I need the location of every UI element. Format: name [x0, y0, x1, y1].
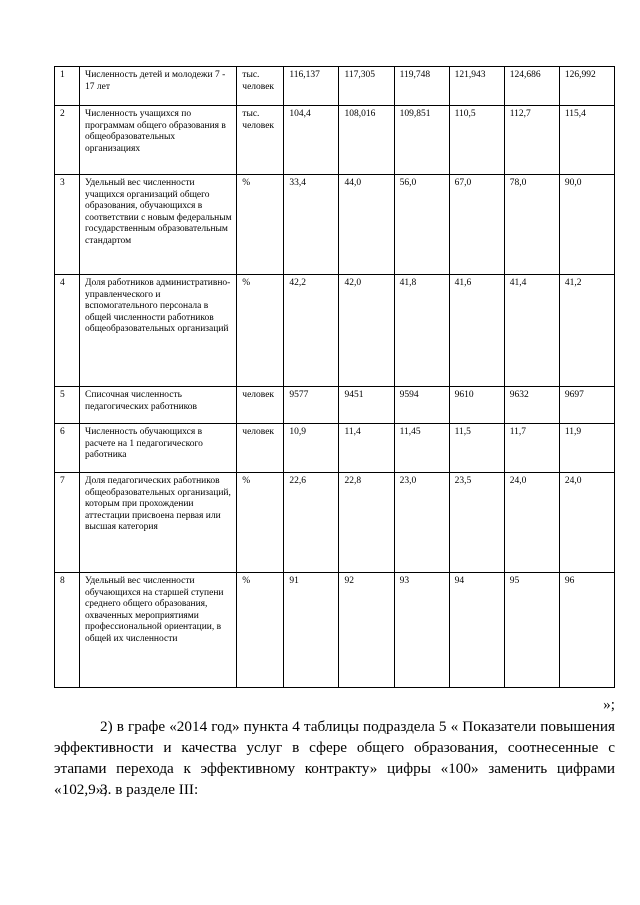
unit-cell: тыс. человек [237, 67, 284, 106]
value-cell: 42,0 [339, 275, 394, 387]
table-row [55, 424, 615, 473]
unit-cell: человек [237, 424, 284, 473]
row-number-cell: 8 [55, 573, 80, 688]
table-row [55, 473, 615, 573]
value-cell: 56,0 [394, 175, 449, 275]
table-row [55, 175, 615, 275]
value-cell: 126,992 [559, 67, 614, 106]
indicators-table [54, 66, 615, 688]
indicator-name-cell: Численность детей и молодежи 7 - 17 лет [80, 67, 237, 106]
section-3-heading: 3. в разделе III: [100, 781, 199, 798]
value-cell: 95 [504, 573, 559, 688]
value-cell: 67,0 [449, 175, 504, 275]
unit-cell: % [237, 175, 284, 275]
value-cell: 104,4 [284, 106, 339, 175]
indicator-name-cell: Численность обучающихся в расчете на 1 педагогического работника [80, 424, 237, 473]
value-cell: 44,0 [339, 175, 394, 275]
value-cell: 41,6 [449, 275, 504, 387]
unit-cell: человек [237, 387, 284, 424]
value-cell: 23,0 [394, 473, 449, 573]
value-cell: 90,0 [559, 175, 614, 275]
indicator-name-cell: Удельный вес численности учащихся организаций общего образования, обучающихся в соответствии с новым федеральным государственным образовательным стандартом [80, 175, 237, 275]
value-cell: 110,5 [449, 106, 504, 175]
indicator-name-cell: Доля педагогических работников общеобразовательных организаций, которым при прохождении аттестации присвоена первая или высшая категория [80, 473, 237, 573]
table-row [55, 573, 615, 688]
table-row [55, 275, 615, 387]
table-row [55, 106, 615, 175]
value-cell: 11,5 [449, 424, 504, 473]
value-cell: 11,9 [559, 424, 614, 473]
paragraph-2: 2) в графе «2014 год» пункта 4 таблицы подраздела 5 « Показатели повышения эффективности и качества услуг в сфере общего образования, соотнесенные с этапами перехода к эффективному контракту» цифры «100» заменить цифрами «102,9»; [54, 718, 615, 798]
value-cell: 22,6 [284, 473, 339, 573]
row-number-cell: 4 [55, 275, 80, 387]
value-cell: 41,8 [394, 275, 449, 387]
value-cell: 9610 [449, 387, 504, 424]
value-cell: 96 [559, 573, 614, 688]
value-cell: 11,7 [504, 424, 559, 473]
value-cell: 41,4 [504, 275, 559, 387]
row-number-cell: 2 [55, 106, 80, 175]
value-cell: 109,851 [394, 106, 449, 175]
table-row [55, 67, 615, 106]
row-number-cell: 1 [55, 67, 80, 106]
value-cell: 42,2 [284, 275, 339, 387]
value-cell: 94 [449, 573, 504, 688]
value-cell: 92 [339, 573, 394, 688]
indicator-name-cell: Численность учащихся по программам общего образования в общеобразовательных организациях [80, 106, 237, 175]
value-cell: 11,4 [339, 424, 394, 473]
row-number-cell: 3 [55, 175, 80, 275]
row-number-cell: 5 [55, 387, 80, 424]
value-cell: 9594 [394, 387, 449, 424]
value-cell: 22,8 [339, 473, 394, 573]
value-cell: 108,016 [339, 106, 394, 175]
row-number-cell: 6 [55, 424, 80, 473]
value-cell: 41,2 [559, 275, 614, 387]
value-cell: 9632 [504, 387, 559, 424]
value-cell: 10,9 [284, 424, 339, 473]
value-cell: 91 [284, 573, 339, 688]
value-cell: 93 [394, 573, 449, 688]
value-cell: 116,137 [284, 67, 339, 106]
value-cell: 33,4 [284, 175, 339, 275]
table-end-mark: »; [603, 696, 615, 713]
value-cell: 9697 [559, 387, 614, 424]
unit-cell: % [237, 573, 284, 688]
unit-cell: тыс. человек [237, 106, 284, 175]
unit-cell: % [237, 275, 284, 387]
value-cell: 112,7 [504, 106, 559, 175]
table-body [55, 67, 615, 688]
value-cell: 11,45 [394, 424, 449, 473]
value-cell: 78,0 [504, 175, 559, 275]
value-cell: 121,943 [449, 67, 504, 106]
indicator-name-cell: Удельный вес численности обучающихся на старшей ступени среднего общего образования, охваченных мероприятиями профессиональной ориентации, в общей их численности [80, 573, 237, 688]
unit-cell: % [237, 473, 284, 573]
value-cell: 119,748 [394, 67, 449, 106]
table-row [55, 387, 615, 424]
value-cell: 9451 [339, 387, 394, 424]
value-cell: 9577 [284, 387, 339, 424]
row-number-cell: 7 [55, 473, 80, 573]
value-cell: 115,4 [559, 106, 614, 175]
indicator-name-cell: Списочная численность педагогических работников [80, 387, 237, 424]
value-cell: 124,686 [504, 67, 559, 106]
indicator-name-cell: Доля работников административно-управленческого и вспомогательного персонала в общей численности работников общеобразовательных организаций [80, 275, 237, 387]
value-cell: 23,5 [449, 473, 504, 573]
value-cell: 24,0 [504, 473, 559, 573]
value-cell: 24,0 [559, 473, 614, 573]
value-cell: 117,305 [339, 67, 394, 106]
